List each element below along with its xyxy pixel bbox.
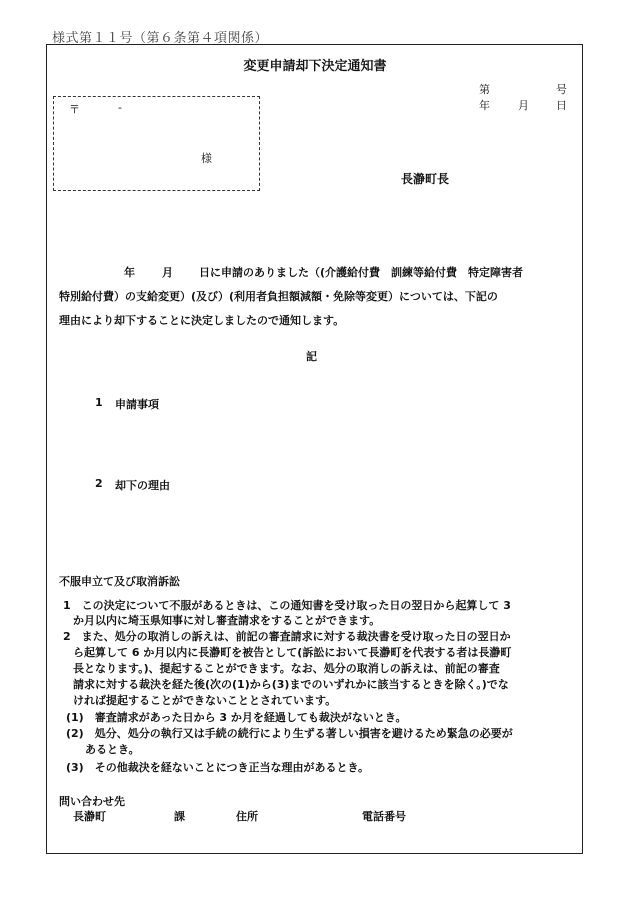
contact-section: 課 [174,810,185,823]
appeal-line: 長となります。)、提起することができます。なお、処分の取消しの訴えは、前記の審査 [73,662,500,675]
postal-mark: 〒 [69,103,80,116]
intro-line-2: 特別給付費）の支給変更）(及び）(利用者負担額減額・免除等変更）については、下記の [59,290,498,303]
appeal-line: ければ提起することができないこととされています。 [73,694,337,707]
intro-line-3: 理由により却下することに決定しましたので通知します。 [59,314,345,327]
doc-number-suffix: 号 [556,83,567,96]
appeal-line: (1) 審査請求があった日から 3 か月を経過しても裁決がないとき。 [66,711,407,724]
address-box [53,96,260,191]
recipient-honorific: 様 [201,152,212,165]
appeal-line: (2) 処分、処分の執行又は手続の続行により生ずる著しい損害を避けるため緊急の必要が [66,727,513,740]
item-2-number: 2 [95,477,103,490]
form-number: 様式第１１号（第６条第４項関係） [52,31,269,46]
appeal-line: 1 この決定について不服があるときは、この通知書を受け取った日の翌日から起算して 3 [63,599,511,612]
appeal-line: あるとき。 [85,743,140,756]
date-month-label: 月 [518,99,529,112]
doc-number-label: 第 [479,83,490,96]
contact-phone: 電話番号 [362,810,406,823]
appeal-heading: 不服申立て及び取消訴訟 [59,575,180,588]
document-title: 変更申請却下決定通知書 [243,59,387,74]
postal-dash: - [118,101,122,114]
issuer-name: 長瀞町長 [401,172,450,186]
item-1-number: 1 [95,396,103,409]
ki-heading: 記 [306,350,317,363]
appeal-line: ら起算して 6 か月以内に長瀞町を被告として(訴訟において長瀞町を代表する者は長瀞町 [73,646,512,659]
appeal-line: 2 また、処分の取消しの訴えは、前記の審査請求に対する裁決書を受け取った日の翌日か [63,630,511,643]
date-year-label: 年 [479,99,490,112]
intro-month-label: 月 [162,266,173,279]
item-2-label: 却下の理由 [115,479,170,492]
appeal-line: 請求に対する裁決を経た後(次の(1)から(3)までのいずれかに該当するときを除く。)でな [73,678,509,691]
item-1-label: 申請事項 [115,398,159,411]
contact-town: 長瀞町 [73,810,106,823]
intro-year-label: 年 [124,266,135,279]
intro-line-1: 日に申請のありました（(介護給付費 訓練等給付費 特定障害者 [199,266,524,279]
appeal-line: (3) その他裁決を経ないことにつき正当な理由があるとき。 [66,761,370,774]
contact-heading: 問い合わせ先 [59,795,125,808]
appeal-line: か月以内に埼玉県知事に対し審査請求をすることができます。 [73,614,381,627]
contact-address: 住所 [236,810,258,823]
date-day-label: 日 [556,99,567,112]
